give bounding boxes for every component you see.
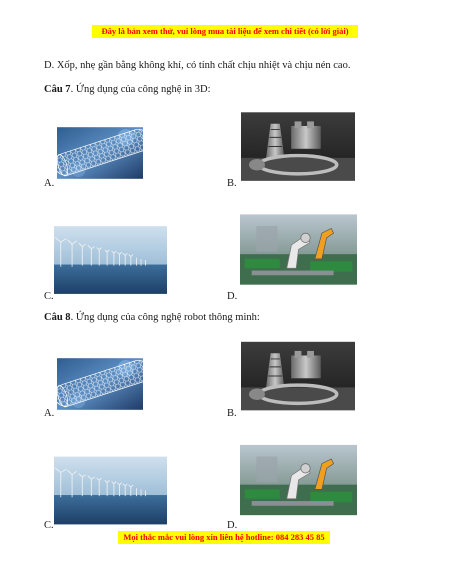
q8-option-a-label: A. bbox=[44, 408, 55, 419]
previous-option-d: D. Xốp, nhẹ gần bằng không khí, có tính chất chịu nhiệt và chịu nén cao. bbox=[44, 60, 351, 71]
question-7 bbox=[44, 84, 211, 95]
question-7-text: . Ứng dụng của công nghệ in 3D: bbox=[70, 84, 211, 95]
q8-option-c-label: C. bbox=[44, 520, 54, 531]
offshore-wind-farm-image bbox=[54, 222, 167, 298]
q7-option-c-label: C. bbox=[44, 291, 54, 302]
question-8 bbox=[44, 312, 260, 323]
carbon-nanotube-image bbox=[57, 353, 143, 415]
robotic-assembly-image bbox=[240, 430, 357, 530]
q7-option-a-label: A. bbox=[44, 178, 55, 189]
carbon-nanotube-image bbox=[57, 122, 143, 184]
q8-option-b-label: B. bbox=[227, 408, 237, 419]
3d-printed-parts-image bbox=[241, 104, 355, 189]
question-7-number: Câu 7 bbox=[44, 84, 71, 95]
3d-printed-parts-image bbox=[241, 333, 355, 419]
hotline-footer: Mọi thắc mắc vui lòng xin liên hệ hotline: 084 283 45 85 bbox=[118, 531, 330, 544]
q8-option-d-label: D. bbox=[227, 520, 238, 531]
question-8-text: . Ứng dụng của công nghệ robot thông minh: bbox=[70, 312, 260, 323]
preview-banner: Đây là bản xem thử, vui lòng mua tài liệu để xem chi tiết (có lời giải) bbox=[92, 25, 358, 38]
robotic-assembly-image bbox=[240, 200, 357, 299]
q7-option-b-label: B. bbox=[227, 178, 237, 189]
question-8-number: Câu 8 bbox=[44, 312, 71, 323]
offshore-wind-farm-image bbox=[54, 453, 167, 528]
q7-option-d-label: D. bbox=[227, 291, 238, 302]
